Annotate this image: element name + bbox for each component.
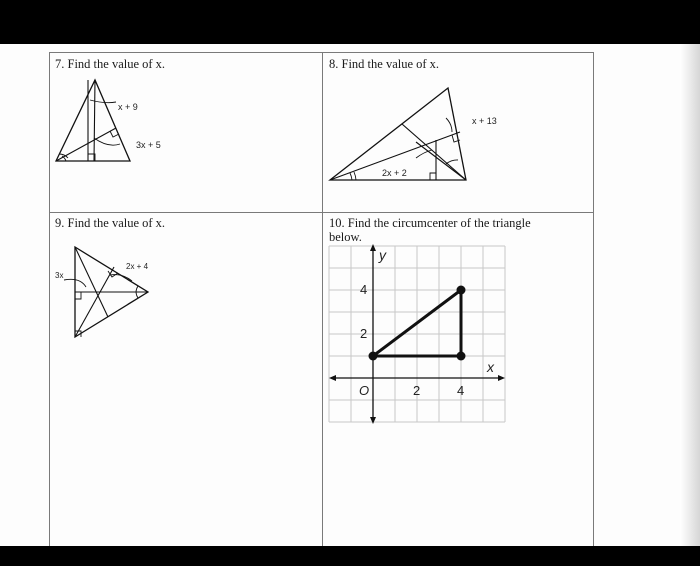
problem-8-title: 8. Find the value of x. bbox=[329, 57, 440, 71]
angle-arc-arrow bbox=[94, 138, 120, 145]
x-axis-label: x bbox=[487, 359, 494, 375]
angle-arc bbox=[354, 172, 356, 180]
triangle-vertex-point bbox=[457, 352, 466, 361]
label-2x-plus-2: 2x + 2 bbox=[382, 168, 407, 178]
angle-arc bbox=[136, 292, 138, 298]
table-right-border bbox=[593, 52, 594, 546]
problem-7-figure bbox=[50, 70, 190, 170]
y-axis-arrow-down bbox=[370, 417, 376, 424]
angle-arc-arrow bbox=[90, 100, 116, 103]
angle-bisector bbox=[94, 80, 95, 161]
triangle-vertex-point bbox=[369, 352, 378, 361]
label-x-plus-9: x + 9 bbox=[118, 102, 138, 112]
right-angle-mark bbox=[430, 173, 436, 180]
angle-arc bbox=[350, 173, 352, 180]
problem-9-figure bbox=[50, 245, 170, 345]
triangle-vertex-point bbox=[457, 286, 466, 295]
problem-9-title: 9. Find the value of x. bbox=[55, 216, 166, 230]
triangle-outline bbox=[330, 88, 466, 180]
x-tick-label-2: 2 bbox=[413, 383, 421, 398]
problem-7-title: 7. Find the value of x. bbox=[55, 57, 166, 71]
y-axis-arrow-up bbox=[370, 244, 376, 251]
right-angle-mark bbox=[75, 292, 81, 299]
triangle-outline bbox=[56, 80, 130, 161]
y-axis-label: y bbox=[379, 247, 386, 263]
problem-10-coordinate-grid bbox=[329, 244, 509, 434]
problem-10-title: 10. Find the circumcenter of the triangle below. bbox=[329, 216, 531, 244]
origin-label: O bbox=[359, 383, 370, 398]
y-tick-label-2: 2 bbox=[360, 326, 368, 341]
top-black-bar bbox=[0, 0, 700, 44]
x-axis-arrow-left bbox=[329, 375, 336, 381]
label-x-plus-13: x + 13 bbox=[472, 116, 497, 126]
label-3x: 3x bbox=[55, 271, 64, 280]
page-edge-shadow bbox=[680, 44, 700, 546]
segment bbox=[416, 142, 466, 180]
bottom-black-bar bbox=[0, 546, 700, 566]
x-axis-arrow-right bbox=[498, 375, 505, 381]
label-2x-plus-4: 2x + 4 bbox=[126, 262, 149, 271]
angle-arc bbox=[136, 286, 138, 292]
angle-arc-arrow bbox=[446, 118, 452, 132]
table-center-divider bbox=[322, 52, 323, 546]
segment bbox=[75, 267, 114, 337]
y-tick-label-4: 4 bbox=[360, 282, 368, 297]
x-tick-label-4: 4 bbox=[457, 383, 465, 398]
label-3x-plus-5: 3x + 5 bbox=[136, 140, 161, 150]
problem-8-figure bbox=[326, 80, 526, 190]
angle-arc-arrow bbox=[416, 150, 432, 158]
